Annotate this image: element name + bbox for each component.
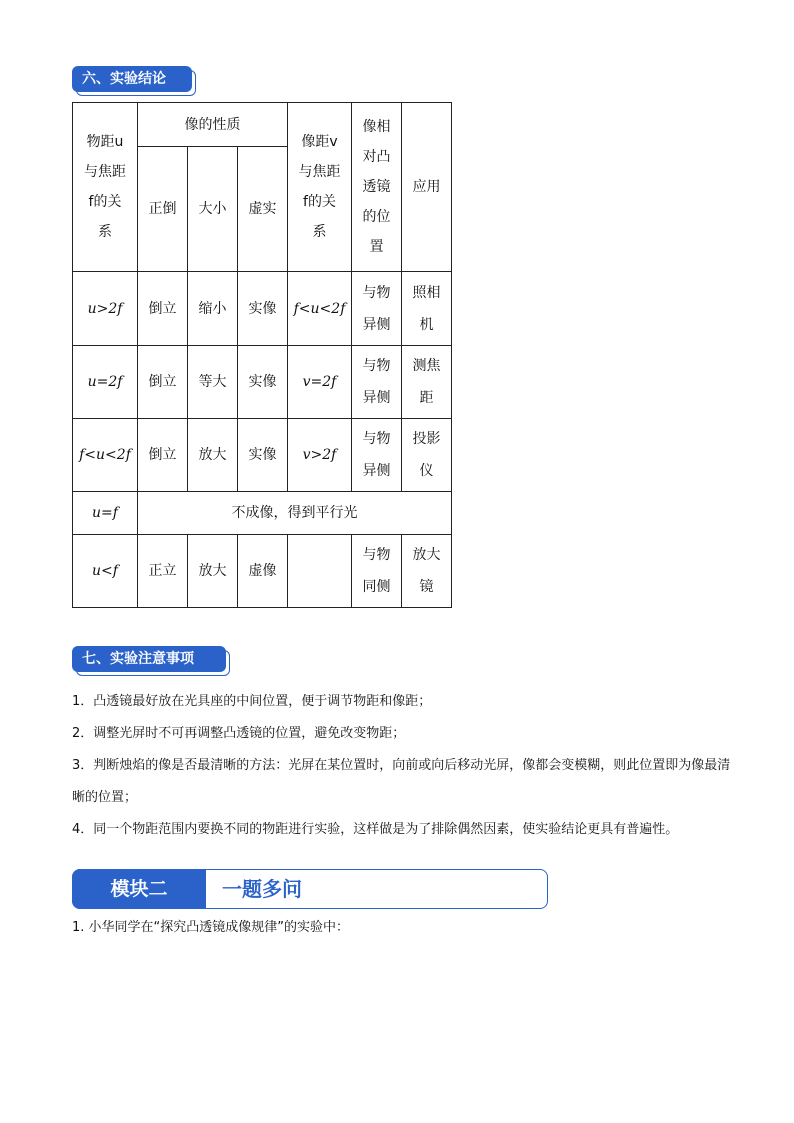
- section-6-title: 六、实验结论: [72, 66, 192, 92]
- section-7-title: 七、实验注意事项: [72, 646, 226, 672]
- cell-orient: 倒立: [138, 272, 188, 346]
- section-7-label: [72, 646, 226, 672]
- cell-virtual: 实像: [238, 419, 288, 492]
- cell-v: f<u<2f: [288, 272, 352, 346]
- note-item: 3．判断烛焰的像是否最清晰的方法：光屏在某位置时，向前或向后移动光屏，像都会变模糊，则此位置即为像最清晰的位置；: [72, 758, 731, 805]
- cell-side: 与物同侧: [352, 535, 402, 608]
- header-size: 大小: [188, 147, 238, 272]
- cell-side: 与物异侧: [352, 419, 402, 492]
- header-application: 应用: [402, 103, 452, 272]
- cell-v: v=2f: [288, 346, 352, 419]
- cell-side: 与物异侧: [352, 272, 402, 346]
- cell-no-image: 不成像，得到平行光: [138, 492, 452, 535]
- cell-orient: 正立: [138, 535, 188, 608]
- results-table: [72, 102, 452, 608]
- cell-app: 放大镜: [402, 535, 452, 608]
- table-row: [73, 419, 452, 492]
- cell-app: 投影仪: [402, 419, 452, 492]
- notes-list: [72, 686, 732, 846]
- section-6-label: [72, 66, 192, 92]
- cell-size: 缩小: [188, 272, 238, 346]
- cell-u: u>2f: [73, 272, 138, 346]
- table-row: [73, 492, 452, 535]
- header-real-virtual: 虚实: [238, 147, 288, 272]
- cell-u: f<u<2f: [73, 419, 138, 492]
- cell-virtual: 虚像: [238, 535, 288, 608]
- table-row: [73, 272, 452, 346]
- cell-u: u=2f: [73, 346, 138, 419]
- table-row: [73, 535, 452, 608]
- cell-size: 等大: [188, 346, 238, 419]
- cell-u: u<f: [73, 535, 138, 608]
- cell-side: 与物异侧: [352, 346, 402, 419]
- note-item: 4．同一个物距范围内要换不同的物距进行实验，这样做是为了排除偶然因素，使实验结论更具有普遍性。: [72, 822, 679, 837]
- note-item: 2．调整光屏时不可再调整凸透镜的位置，避免改变物距；: [72, 726, 406, 741]
- header-image-nature: 像的性质: [138, 103, 288, 147]
- cell-size: 放大: [188, 535, 238, 608]
- module-banner: [72, 869, 548, 909]
- header-object-distance: 物距u与焦距f的关系: [73, 103, 138, 272]
- question-1: 1. 小华同学在“探究凸透镜成像规律”的实验中：: [72, 920, 350, 935]
- cell-size: 放大: [188, 419, 238, 492]
- header-image-distance: 像距v与焦距f的关系: [288, 103, 352, 272]
- module-label: 模块二: [72, 869, 206, 909]
- cell-v: v>2f: [288, 419, 352, 492]
- table-row: [73, 346, 452, 419]
- header-image-side: 像相对凸透镜的位置: [352, 103, 402, 272]
- cell-virtual: 实像: [238, 346, 288, 419]
- cell-orient: 倒立: [138, 346, 188, 419]
- cell-orient: 倒立: [138, 419, 188, 492]
- cell-u: u=f: [73, 492, 138, 535]
- module-title: 一题多问: [222, 877, 302, 901]
- header-orientation: 正倒: [138, 147, 188, 272]
- cell-app: 照相机: [402, 272, 452, 346]
- cell-app: 测焦距: [402, 346, 452, 419]
- note-item: 1．凸透镜最好放在光具座的中间位置，便于调节物距和像距；: [72, 694, 432, 709]
- cell-v: [288, 535, 352, 608]
- cell-virtual: 实像: [238, 272, 288, 346]
